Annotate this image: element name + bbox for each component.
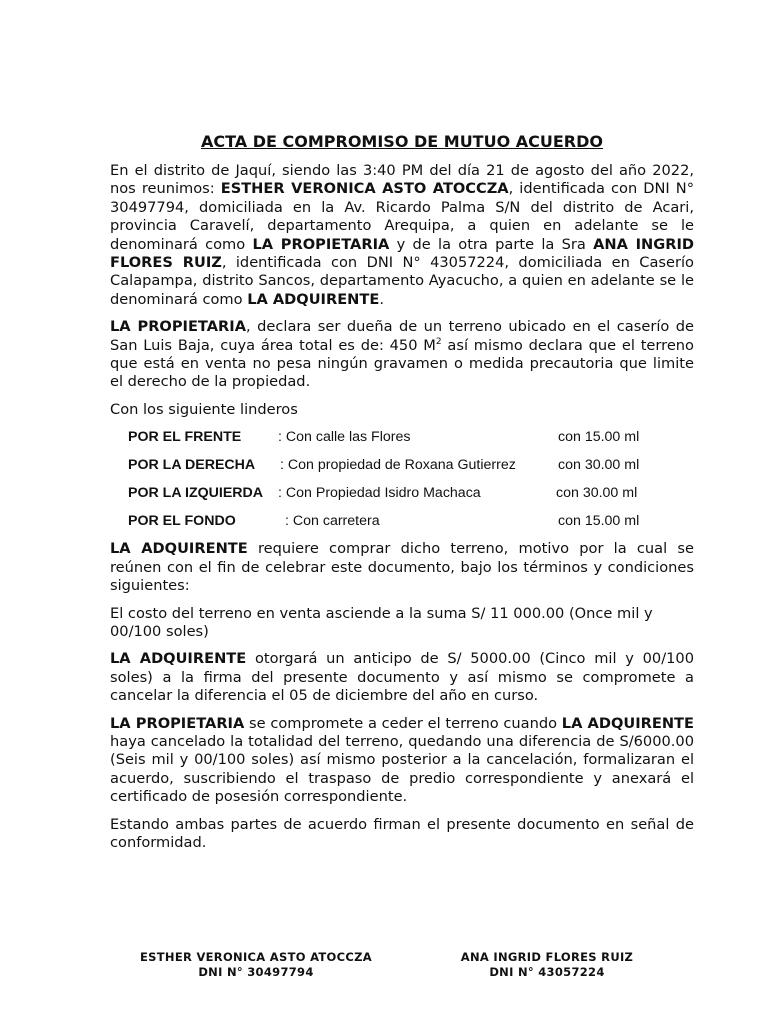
signature-name: ESTHER VERONICA ASTO ATOCCZA — [140, 950, 372, 964]
paragraph-linderos-intro: Con los siguiente linderos — [110, 400, 298, 418]
paragraph-compromiso — [110, 715, 694, 807]
paragraph-terreno — [110, 318, 694, 392]
lindero-label: POR EL FRENTE — [128, 429, 242, 446]
signature-block-propietaria — [125, 950, 387, 980]
text: requiere comprar dicho terreno, motivo por la cual se reúnen con el fin de celebrar este documento, bajo los términos y condiciones siguientes: — [110, 540, 694, 595]
document-body — [110, 162, 694, 861]
superscript: 2 — [435, 336, 442, 347]
linderos-list — [128, 428, 694, 540]
paragraph-costo: El costo del terreno en venta asciende a la suma S/ 11 000.00 (Once mil y 00/100 soles) — [110, 604, 653, 640]
text: otorgará un anticipo de S/ 5000.00 (Cinco mil y 00/100 soles) a la firma del presente documento y así mismo se compromete a cancelar la diferencia el 05 de diciembre del año en curso. — [110, 650, 694, 705]
paragraph-intro — [110, 162, 694, 309]
lindero-desc: : Con carretera — [285, 513, 380, 530]
lindero-measure: con 15.00 ml — [558, 513, 640, 530]
signature-name: ANA INGRID FLORES RUIZ — [460, 950, 634, 964]
lindero-row — [128, 512, 694, 540]
bold-name-adquirente: ANA INGRID FLORES RUIZ — [110, 235, 694, 272]
text: y de la otra parte la Sra — [389, 235, 594, 253]
lindero-measure: con 30.00 ml — [556, 485, 638, 502]
text: . — [379, 290, 384, 308]
text: haya cancelado la totalidad del terreno, quedando una diferencia de S/6000.00 (Seis mil y 00/100 soles) así mismo posterior a la cancelación, formalizaran el acuerdo, suscribiendo el traspaso de predio correspondiente y anexará el certificado de posesión correspondiente. — [110, 732, 694, 806]
text: , declara ser dueña de un terreno ubicado en el caserío de San Luis Baja, cuya área total es de: 450 M — [110, 318, 695, 354]
bold-la-adquirente: LA ADQUIRENTE — [561, 714, 694, 732]
lindero-measure: con 30.00 ml — [558, 457, 640, 474]
lindero-desc: : Con propiedad de Roxana Gutierrez — [280, 457, 516, 474]
lindero-desc: : Con Propiedad Isidro Machaca — [278, 485, 481, 502]
lindero-row — [128, 484, 694, 512]
document-title: ACTA DE COMPROMISO DE MUTUO ACUERDO — [200, 132, 604, 151]
signature-block-adquirente — [440, 950, 654, 980]
lindero-measure: con 15.00 ml — [558, 429, 640, 446]
paragraph-requiere — [110, 540, 694, 595]
bold-la-propietaria: LA PROPIETARIA — [110, 318, 247, 336]
lindero-label: POR LA IZQUIERDA — [128, 485, 264, 502]
text: En el distrito de Jaquí, siendo las 3:40 PM del día 21 de agosto del año 2022, nos reunimos: — [110, 162, 694, 198]
lindero-desc: : Con calle las Flores — [278, 429, 411, 446]
text: así mismo declara que el terreno que está en venta no pesa ningún gravamen o medida precautoria que limite el derecho de la propiedad. — [110, 336, 694, 391]
lindero-row — [128, 456, 694, 484]
bold-name-propietaria: ESTHER VERONICA ASTO ATOCCZA — [220, 180, 509, 198]
lindero-row — [128, 428, 694, 456]
bold-la-adquirente: LA ADQUIRENTE — [110, 650, 247, 668]
text: , identificada con DNI N° 30497794, domiciliada en la Av. Ricardo Palma S/N del distrito de Acari, provincia Caravelí, departamento Arequipa, a quien en adelante se le denominará como — [110, 180, 694, 253]
signature-dni: DNI N° 30497794 — [198, 965, 314, 979]
bold-la-propietaria: LA PROPIETARIA — [110, 714, 245, 732]
lindero-label: POR LA DERECHA — [128, 457, 256, 474]
bold-la-adquirente: LA ADQUIRENTE — [110, 540, 248, 558]
paragraph-anticipo — [110, 650, 694, 705]
bold-la-propietaria: LA PROPIETARIA — [252, 235, 390, 253]
paragraph-conformidad: Estando ambas partes de acuerdo firman el presente documento en señal de conformidad. — [110, 815, 694, 851]
lindero-label: POR EL FONDO — [128, 513, 236, 530]
bold-la-adquirente: LA ADQUIRENTE — [247, 290, 380, 308]
signature-dni: DNI N° 43057224 — [489, 965, 605, 979]
text: , identificada con DNI N° 43057224, domiciliada en Caserío Calapampa, distrito Sancos, departamento Ayacucho, a quien en adelante se le denominará como — [110, 254, 694, 308]
text: se compromete a ceder el terreno cuando — [244, 714, 562, 732]
